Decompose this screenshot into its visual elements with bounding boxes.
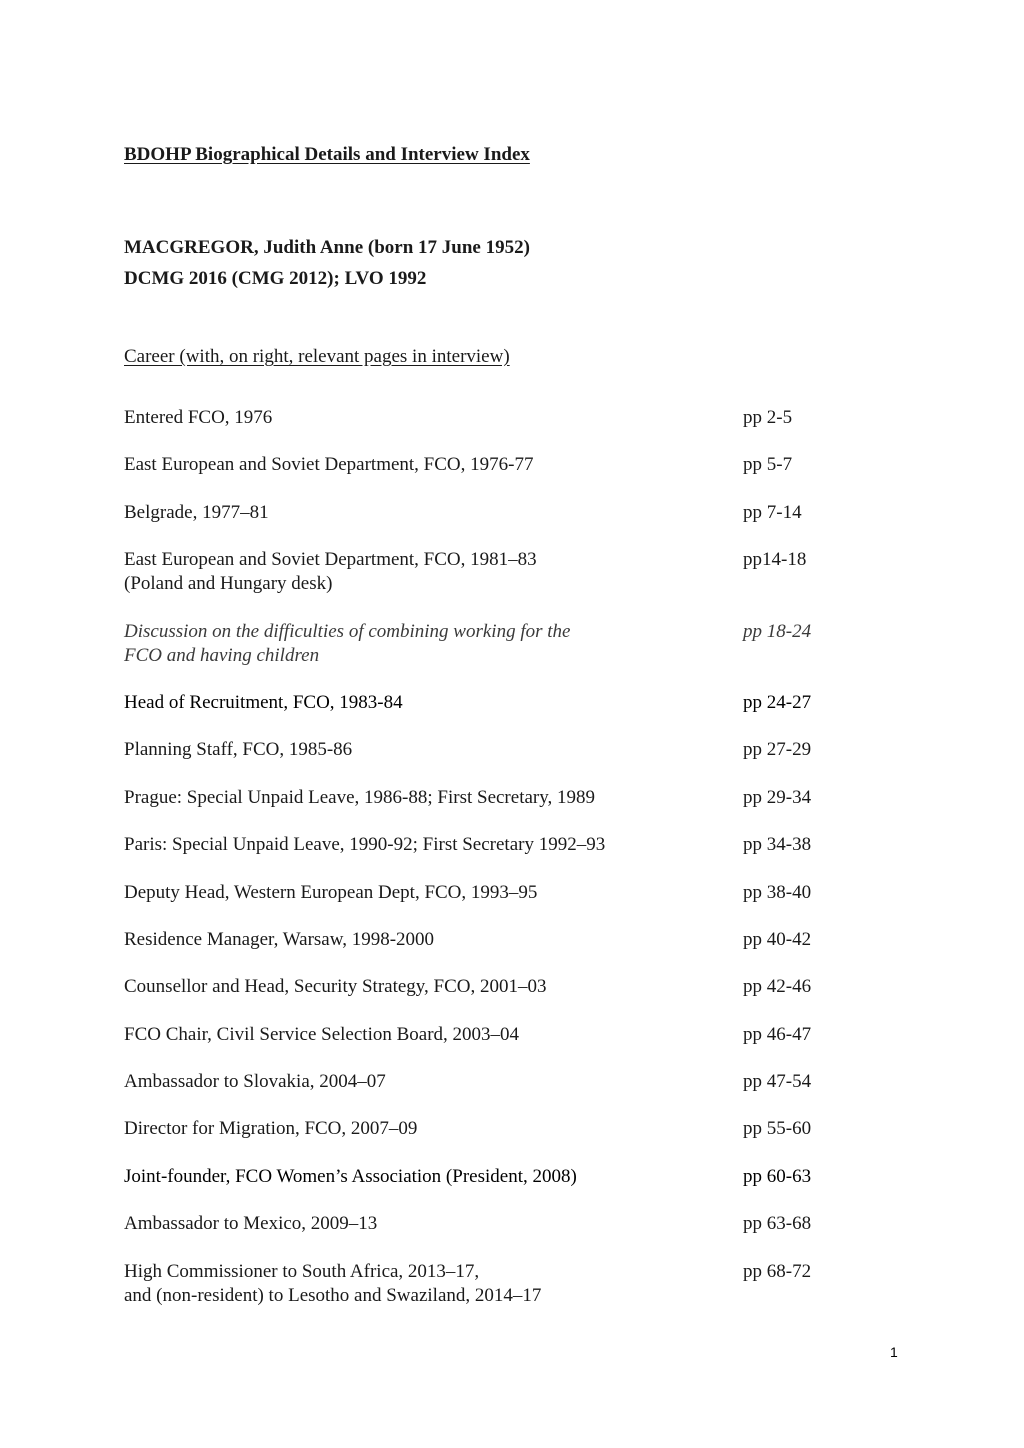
career-entry-pages: pp 46-47 — [743, 1023, 812, 1045]
career-entry-line: East European and Soviet Department, FCO, 1976-77 — [124, 454, 534, 476]
career-entry-line: FCO and having children — [124, 644, 320, 666]
career-entry-line: Ambassador to Mexico, 2009–13 — [124, 1213, 378, 1235]
subject-honours: DCMG 2016 (CMG 2012); LVO 1992 — [124, 268, 427, 289]
career-entry — [124, 548, 884, 596]
career-entry — [124, 620, 884, 668]
career-entry-line: Planning Staff, FCO, 1985-86 — [124, 739, 353, 761]
career-entry-pages: pp 40-42 — [743, 928, 812, 950]
career-entry — [124, 786, 884, 810]
career-entry — [124, 881, 884, 905]
career-entry-pages: pp 24-27 — [743, 691, 812, 713]
career-entry-line: Prague: Special Unpaid Leave, 1986-88; First Secretary, 1989 — [124, 786, 596, 808]
page-number: 1 — [890, 1344, 898, 1360]
career-entry-pages: pp 68-72 — [743, 1260, 812, 1282]
career-entry-line: Belgrade, 1977–81 — [124, 501, 269, 523]
career-entry — [124, 453, 884, 477]
career-entry-line: Residence Manager, Warsaw, 1998-2000 — [124, 928, 435, 950]
career-entry-description — [124, 501, 704, 525]
career-entry-description — [124, 1165, 704, 1189]
career-entry-line: East European and Soviet Department, FCO, 1981–83 — [124, 549, 537, 571]
career-entry-pages: pp 7-14 — [743, 501, 802, 523]
career-entry — [124, 975, 884, 999]
career-entry-pages: pp 27-29 — [743, 739, 812, 761]
career-entry-description — [124, 1212, 704, 1236]
career-heading: Career (with, on right, relevant pages in interview) — [124, 346, 510, 367]
career-entry-line: (Poland and Hungary desk) — [124, 573, 333, 595]
document-title: BDOHP Biographical Details and Interview Index — [124, 144, 530, 165]
career-entry-pages: pp 34-38 — [743, 834, 812, 856]
subject-name: MACGREGOR, Judith Anne (born 17 June 1952) — [124, 237, 530, 258]
career-entry-description — [124, 833, 704, 857]
career-entry-description — [124, 975, 704, 999]
career-entry-description — [124, 1023, 704, 1047]
career-entry — [124, 1070, 884, 1094]
career-entry-line: and (non-resident) to Lesotho and Swaziland, 2014–17 — [124, 1284, 542, 1306]
career-entry — [124, 833, 884, 857]
career-entry-description — [124, 881, 704, 905]
career-entry-line: FCO Chair, Civil Service Selection Board, 2003–04 — [124, 1023, 520, 1045]
career-entry-pages: pp 29-34 — [743, 786, 812, 808]
career-entry-description — [124, 1260, 704, 1308]
career-entry-description — [124, 691, 704, 715]
career-entry-pages: pp 47-54 — [743, 1071, 812, 1093]
career-entry-pages: pp 55-60 — [743, 1118, 812, 1140]
career-entry-description — [124, 1070, 704, 1094]
career-entry-line: Head of Recruitment, FCO, 1983-84 — [124, 691, 403, 713]
career-entry — [124, 691, 884, 715]
career-entry-line: Deputy Head, Western European Dept, FCO, 1993–95 — [124, 881, 538, 903]
career-entry-pages: pp 38-40 — [743, 881, 812, 903]
career-entry-description — [124, 786, 704, 810]
career-entry-line: Discussion on the difficulties of combining working for the — [124, 620, 571, 642]
career-entry-pages: pp 60-63 — [743, 1165, 812, 1187]
career-entry — [124, 1260, 884, 1308]
career-entry-pages: pp14-18 — [743, 549, 807, 571]
career-entry-line: Entered FCO, 1976 — [124, 407, 273, 428]
career-entry-line: Counsellor and Head, Security Strategy, FCO, 2001–03 — [124, 976, 547, 998]
career-entry-pages: pp 18-24 — [743, 620, 812, 642]
career-entry-pages: pp 2-5 — [743, 407, 793, 428]
career-entry — [124, 1212, 884, 1236]
career-entry-description — [124, 453, 704, 477]
career-entry-description — [124, 928, 704, 952]
career-entry-description — [124, 406, 704, 430]
career-entry-line: High Commissioner to South Africa, 2013–17, — [124, 1260, 480, 1282]
career-entry-pages: pp 42-46 — [743, 976, 812, 998]
career-list — [124, 406, 884, 1331]
career-entry-pages: pp 5-7 — [743, 454, 793, 476]
career-entry-description — [124, 738, 704, 762]
career-entry — [124, 1023, 884, 1047]
career-entry — [124, 738, 884, 762]
career-entry-line: Director for Migration, FCO, 2007–09 — [124, 1118, 418, 1140]
career-entry-description — [124, 548, 704, 596]
career-entry — [124, 1165, 884, 1189]
career-entry — [124, 406, 884, 430]
career-entry-description — [124, 1117, 704, 1141]
career-entry-line: Joint-founder, FCO Women’s Association (President, 2008) — [124, 1165, 577, 1187]
career-entry-description — [124, 620, 704, 668]
career-entry-line: Ambassador to Slovakia, 2004–07 — [124, 1071, 386, 1093]
career-entry — [124, 1117, 884, 1141]
career-entry — [124, 501, 884, 525]
career-entry-pages: pp 63-68 — [743, 1213, 812, 1235]
career-entry-line: Paris: Special Unpaid Leave, 1990-92; First Secretary 1992–93 — [124, 834, 606, 856]
career-entry — [124, 928, 884, 952]
